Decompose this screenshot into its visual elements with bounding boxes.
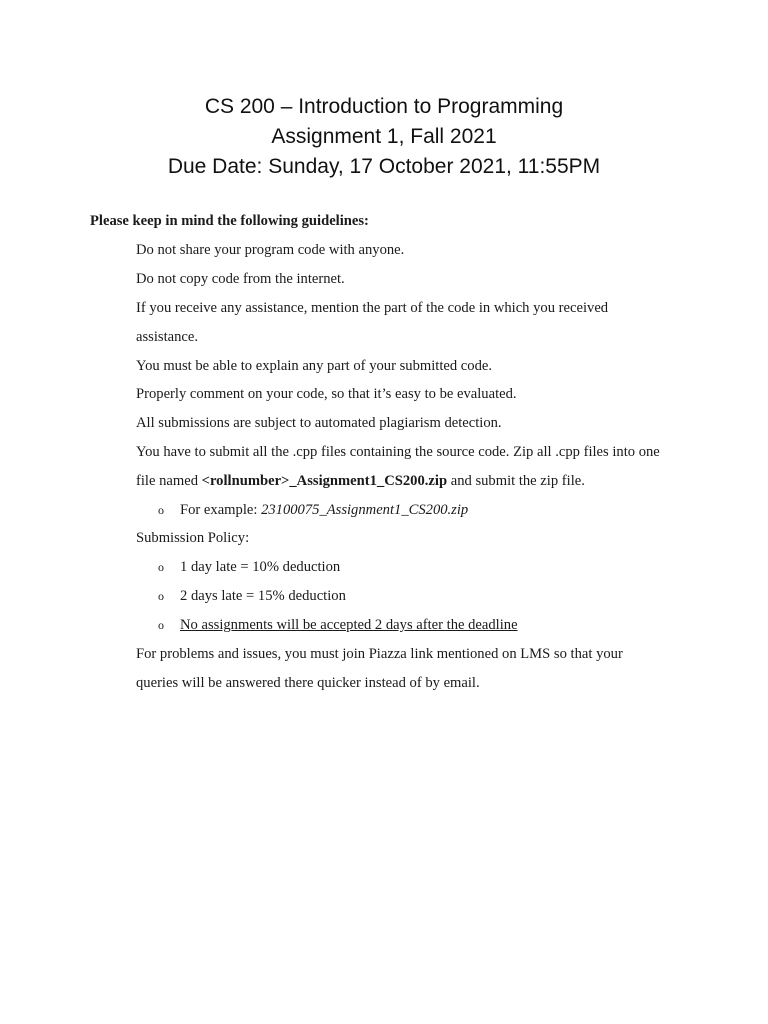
guideline-submit-files: You have to submit all the .cpp files containing the source code. Zip all .cpp files into one [136, 444, 660, 460]
due-date: Due Date: Sunday, 17 October 2021, 11:55PM [167, 155, 601, 178]
guideline-assistance-continued: assistance. [136, 329, 199, 345]
guideline-no-sharing: Do not share your program code with anyone. [136, 242, 405, 258]
bullet-marker: o [158, 560, 164, 574]
filename-suffix: and submit the zip file. [447, 473, 585, 489]
guideline-submit-files-continued [136, 473, 585, 490]
example-item [158, 502, 468, 519]
bullet-marker: o [158, 618, 164, 632]
submission-policy-heading: Submission Policy: [136, 530, 250, 546]
bullet-marker: o [158, 589, 164, 603]
policy-item-text: 2 days late = 15% deduction [180, 588, 346, 604]
bullet-marker: o [158, 503, 164, 517]
policy-item [158, 617, 518, 634]
guideline-no-copying: Do not copy code from the internet. [136, 271, 345, 287]
guideline-comment-code: Properly comment on your code, so that it’s easy to be evaluated. [136, 386, 517, 402]
guidelines-heading: Please keep in mind the following guidelines: [90, 213, 369, 229]
guideline-plagiarism: All submissions are subject to automated plagiarism detection. [136, 415, 502, 431]
filename-prefix: file named [136, 473, 202, 489]
policy-item [158, 588, 346, 605]
course-title: CS 200 – Introduction to Programming [204, 95, 564, 118]
closing-note-continued: queries will be answered there quicker instead of by email. [136, 675, 480, 691]
closing-note: For problems and issues, you must join Piazza link mentioned on LMS so that your [136, 646, 623, 662]
policy-item [158, 559, 340, 576]
guideline-explain-code: You must be able to explain any part of your submitted code. [136, 358, 492, 374]
guideline-assistance: If you receive any assistance, mention the part of the code in which you received [136, 300, 609, 316]
policy-item-text: 1 day late = 10% deduction [180, 559, 341, 575]
assignment-title: Assignment 1, Fall 2021 [271, 125, 497, 148]
example-label: For example: [180, 502, 262, 518]
filename-pattern: <rollnumber>_Assignment1_CS200.zip [201, 473, 448, 489]
policy-item-text: No assignments will be accepted 2 days after the deadline [180, 617, 518, 633]
document-header [0, 92, 768, 182]
example-filename: 23100075_Assignment1_CS200.zip [261, 502, 469, 518]
